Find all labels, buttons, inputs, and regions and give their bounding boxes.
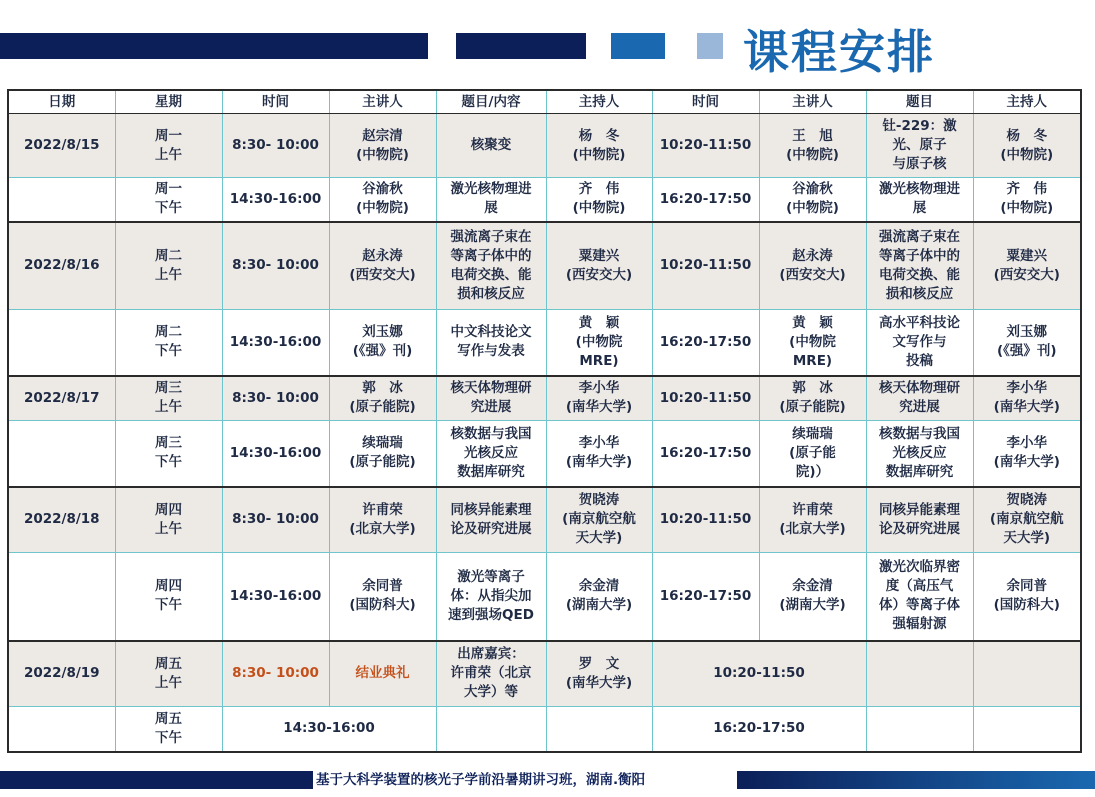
- time-cell: 8:30- 10:00: [222, 487, 329, 553]
- host-cell: 李小华 (南华大学): [973, 421, 1081, 487]
- table-row: [8, 641, 1081, 707]
- time-cell: 16:20-17:50: [652, 553, 759, 641]
- col-header-host-1: 主持人: [546, 90, 652, 114]
- speaker-cell: 许甫荣 (北京大学): [329, 487, 436, 553]
- weekday-cell: 周四 下午: [115, 553, 222, 641]
- col-header-time-1: 时间: [222, 90, 329, 114]
- topic-cell: 强流离子束在 等离子体中的 电荷交换、能 损和核反应: [436, 222, 546, 310]
- host-cell: [973, 641, 1081, 707]
- topic-cell: [436, 707, 546, 752]
- speaker-cell: 谷渝秋 (中物院): [759, 178, 866, 222]
- topic-cell: 激光等离子 体：从指尖加 速到强场QED: [436, 553, 546, 641]
- time-cell: 10:20-11:50: [652, 641, 866, 707]
- speaker-cell: 郭 冰 (原子能院): [759, 376, 866, 421]
- host-cell: 杨 冬 (中物院): [546, 114, 652, 178]
- time-cell: 10:20-11:50: [652, 376, 759, 421]
- topic-cell: 核数据与我国 光核反应 数据库研究: [866, 421, 973, 487]
- date-cell: 2022/8/19: [8, 641, 115, 707]
- host-cell: 齐 伟 (中物院): [546, 178, 652, 222]
- col-header-weekday: 星期: [115, 90, 222, 114]
- table-row: [8, 376, 1081, 421]
- table-row: [8, 553, 1081, 641]
- weekday-cell: 周三 下午: [115, 421, 222, 487]
- footer-bar-right: [737, 771, 1095, 789]
- host-cell: 李小华 (南华大学): [546, 421, 652, 487]
- weekday-cell: 周五 下午: [115, 707, 222, 752]
- table-row: [8, 707, 1081, 752]
- time-cell: 8:30- 10:00: [222, 114, 329, 178]
- date-cell: 2022/8/15: [8, 114, 115, 178]
- date-cell: [8, 421, 115, 487]
- host-cell: 粟建兴 (西安交大): [546, 222, 652, 310]
- col-header-speaker-1: 主讲人: [329, 90, 436, 114]
- host-cell: 齐 伟 (中物院): [973, 178, 1081, 222]
- topic-cell: 核数据与我国 光核反应 数据库研究: [436, 421, 546, 487]
- topic-cell: 钍-229：激 光、原子 与原子核: [866, 114, 973, 178]
- speaker-cell: 赵宗清 (中物院): [329, 114, 436, 178]
- speaker-cell: 谷渝秋 (中物院): [329, 178, 436, 222]
- host-cell: [973, 707, 1081, 752]
- speaker-cell: 黄 颖 (中物院 MRE): [759, 310, 866, 376]
- host-cell: 罗 文 (南华大学): [546, 641, 652, 707]
- date-cell: [8, 178, 115, 222]
- time-cell: 14:30-16:00: [222, 310, 329, 376]
- weekday-cell: 周一 下午: [115, 178, 222, 222]
- table-row: [8, 114, 1081, 178]
- page-title: 课程安排: [743, 25, 935, 79]
- speaker-cell: 结业典礼: [329, 641, 436, 707]
- time-cell: 8:30- 10:00: [222, 641, 329, 707]
- table-row: [8, 222, 1081, 310]
- topic-cell: 强流离子束在 等离子体中的 电荷交换、能 损和核反应: [866, 222, 973, 310]
- host-cell: 杨 冬 (中物院): [973, 114, 1081, 178]
- topic-cell: 激光次临界密 度（高压气 体）等离子体 强辐射源: [866, 553, 973, 641]
- speaker-cell: 余同普 (国防科大): [329, 553, 436, 641]
- speaker-cell: 续瑞瑞 (原子能 院)）: [759, 421, 866, 487]
- col-header-date: 日期: [8, 90, 115, 114]
- footer-bar-left: [0, 771, 313, 789]
- time-cell: 8:30- 10:00: [222, 222, 329, 310]
- host-cell: 李小华 (南华大学): [973, 376, 1081, 421]
- col-header-host-2: 主持人: [973, 90, 1081, 114]
- topic-cell: [866, 707, 973, 752]
- speaker-cell: 赵永涛 (西安交大): [329, 222, 436, 310]
- weekday-cell: 周二 下午: [115, 310, 222, 376]
- time-cell: 10:20-11:50: [652, 487, 759, 553]
- host-cell: 贺晓涛 (南京航空航 天大学): [973, 487, 1081, 553]
- time-cell: 14:30-16:00: [222, 553, 329, 641]
- time-cell: 10:20-11:50: [652, 114, 759, 178]
- time-cell: 16:20-17:50: [652, 178, 759, 222]
- host-cell: 黄 颖 (中物院 MRE): [546, 310, 652, 376]
- topic-cell: 核聚变: [436, 114, 546, 178]
- time-cell: 8:30- 10:00: [222, 376, 329, 421]
- speaker-cell: 刘玉娜 (《强》刊): [329, 310, 436, 376]
- host-cell: 刘玉娜 (《强》刊): [973, 310, 1081, 376]
- topic-cell: 激光核物理进 展: [436, 178, 546, 222]
- weekday-cell: 周一 上午: [115, 114, 222, 178]
- weekday-cell: 周三 上午: [115, 376, 222, 421]
- time-cell: 10:20-11:50: [652, 222, 759, 310]
- speaker-cell: 郭 冰 (原子能院): [329, 376, 436, 421]
- topic-cell: 激光核物理进 展: [866, 178, 973, 222]
- header-bar-4: [697, 33, 723, 59]
- time-cell: 14:30-16:00: [222, 178, 329, 222]
- weekday-cell: 周四 上午: [115, 487, 222, 553]
- date-cell: [8, 310, 115, 376]
- col-header-time-2: 时间: [652, 90, 759, 114]
- topic-cell: 核天体物理研 究进展: [436, 376, 546, 421]
- host-cell: 粟建兴 (西安交大): [973, 222, 1081, 310]
- time-cell: 14:30-16:00: [222, 421, 329, 487]
- speaker-cell: 许甫荣 (北京大学): [759, 487, 866, 553]
- time-cell: 16:20-17:50: [652, 310, 759, 376]
- host-cell: 贺晓涛 (南京航空航 天大学): [546, 487, 652, 553]
- weekday-cell: 周二 上午: [115, 222, 222, 310]
- topic-cell: 同核异能素理 论及研究进展: [866, 487, 973, 553]
- host-cell: [546, 707, 652, 752]
- col-header-topic-1: 题目/内容: [436, 90, 546, 114]
- date-cell: [8, 553, 115, 641]
- header-bar-3: [611, 33, 665, 59]
- topic-cell: 中文科技论文 写作与发表: [436, 310, 546, 376]
- date-cell: 2022/8/18: [8, 487, 115, 553]
- host-cell: 余同普 (国防科大): [973, 553, 1081, 641]
- header-bar-2: [456, 33, 586, 59]
- header-row: [8, 90, 1081, 114]
- date-cell: [8, 707, 115, 752]
- table-row: [8, 178, 1081, 222]
- time-cell: 16:20-17:50: [652, 421, 759, 487]
- topic-cell: [866, 641, 973, 707]
- topic-cell: 高水平科技论 文写作与 投稿: [866, 310, 973, 376]
- date-cell: 2022/8/17: [8, 376, 115, 421]
- date-cell: 2022/8/16: [8, 222, 115, 310]
- host-cell: 李小华 (南华大学): [546, 376, 652, 421]
- speaker-cell: 续瑞瑞 (原子能院): [329, 421, 436, 487]
- time-cell: 16:20-17:50: [652, 707, 866, 752]
- topic-cell: 出席嘉宾： 许甫荣（北京 大学）等: [436, 641, 546, 707]
- schedule-table: [7, 89, 1082, 753]
- time-cell: 14:30-16:00: [222, 707, 436, 752]
- table-row: [8, 421, 1081, 487]
- table-row: [8, 310, 1081, 376]
- header-bar-1: [0, 33, 428, 59]
- speaker-cell: 余金清 (湖南大学): [759, 553, 866, 641]
- col-header-speaker-2: 主讲人: [759, 90, 866, 114]
- topic-cell: 核天体物理研 究进展: [866, 376, 973, 421]
- speaker-cell: 赵永涛 (西安交大): [759, 222, 866, 310]
- weekday-cell: 周五 上午: [115, 641, 222, 707]
- topic-cell: 同核异能素理 论及研究进展: [436, 487, 546, 553]
- col-header-topic-2: 题目: [866, 90, 973, 114]
- speaker-cell: 王 旭 (中物院): [759, 114, 866, 178]
- host-cell: 余金清 (湖南大学): [546, 553, 652, 641]
- footer-text: 基于大科学装置的核光子学前沿暑期讲习班，湖南.衡阳: [316, 772, 646, 788]
- table-row: [8, 487, 1081, 553]
